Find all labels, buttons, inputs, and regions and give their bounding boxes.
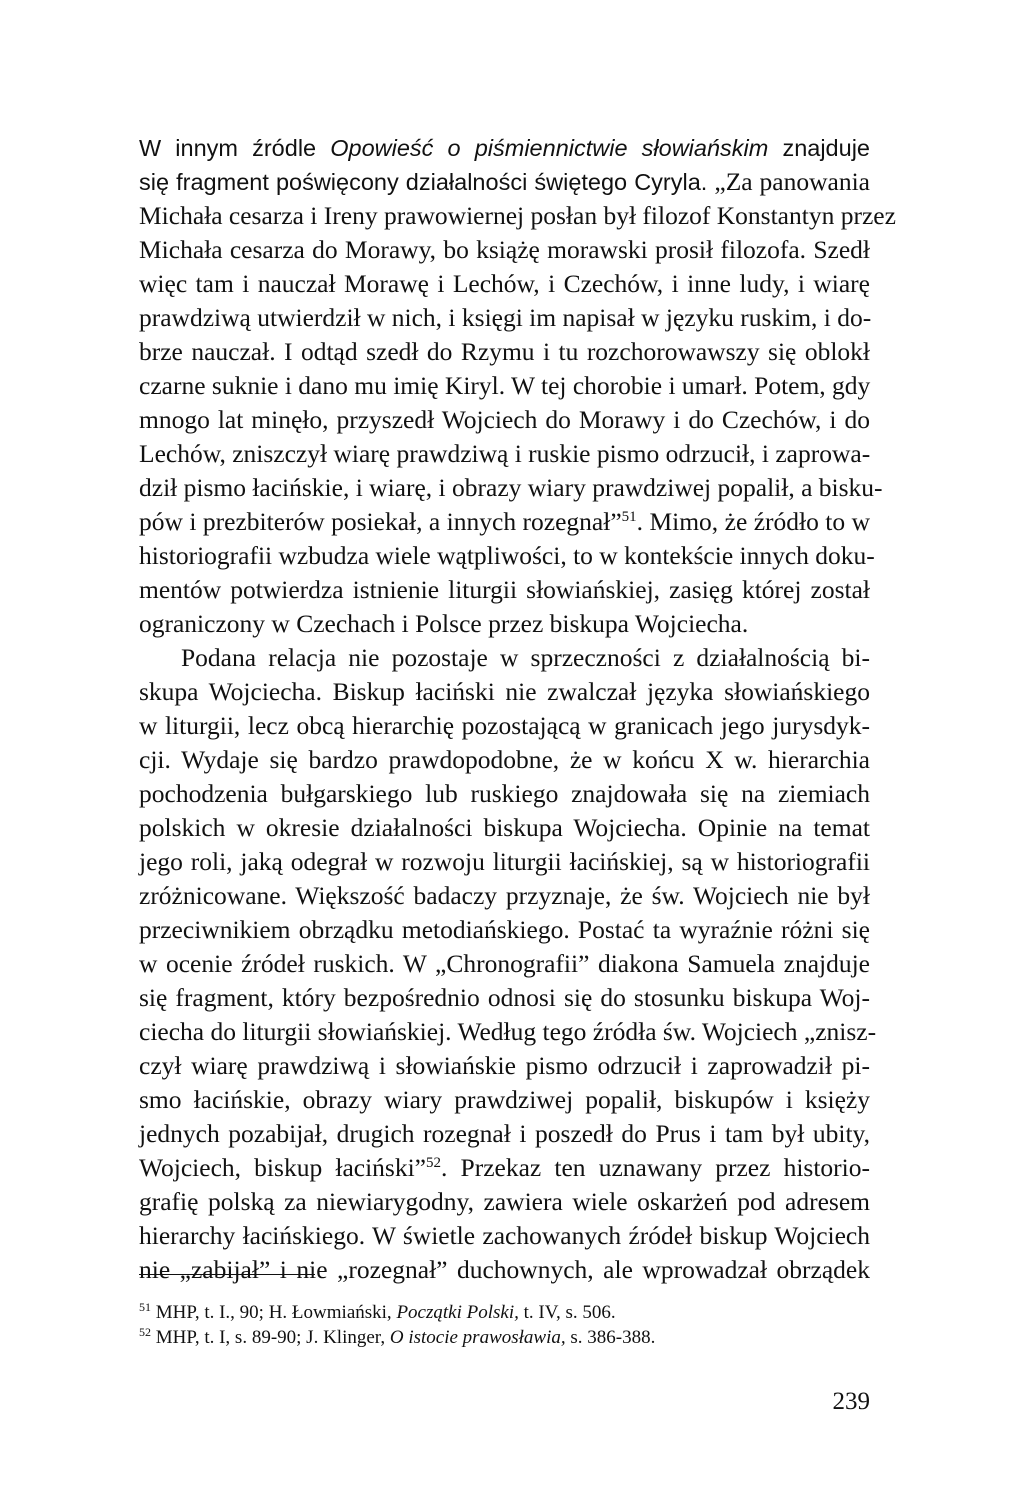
body-line: grafię polską za niewiarygodny, zawiera wiele oskarżeń pod adresem [139, 1187, 870, 1216]
body-line: w ocenie źródeł ruskich. W „Chronografii” diakona Samuela znajduje [139, 949, 870, 978]
body-line: ograniczony w Czechach i Polsce przez biskupa Wojciecha. [139, 609, 749, 638]
body-line: więc tam i nauczał Morawę i Lechów, i Czechów, i inne ludy, i wiarę [139, 269, 870, 298]
body-line: prawdziwą utwierdził w nich, i księgi im napisał w języku ruskim, i do- [139, 303, 872, 332]
body-text: Wojciech, biskup łaciński” [139, 1153, 426, 1182]
body-text: . Mimo, że źródło to w [636, 507, 871, 536]
italic-title: Opowieść o piśmiennictwie słowiańskim [330, 135, 769, 161]
body-line [139, 1153, 870, 1183]
body-line: jego roli, jaką odegrał w rozwoju liturgii łacińskiej, są w historiografii [139, 847, 870, 876]
body-line: skupa Wojciecha. Biskup łaciński nie zwalczał języka słowiańskiego [139, 677, 870, 706]
body-text: znajduje [768, 135, 870, 161]
body-line: nie „zabijał” i nie „rozegnał” duchownych, ale wprowadzał obrządek [139, 1255, 870, 1284]
body-line: Michała cesarza i Ireny prawowiernej posłan był filozof Konstantyn przez [139, 201, 896, 230]
body-line: jednych pozabijał, drugich rozegnał i poszedł do Prus i tam był ubity, [139, 1119, 870, 1148]
body-line: dził pismo łacińskie, i wiarę, i obrazy wiary prawdziwej popalił, a bisku- [139, 473, 883, 502]
footnote-ref-51: 51 [621, 509, 637, 525]
footnote-number: 52 [139, 1325, 151, 1339]
body-line: brze nauczał. I odtąd szedł do Rzymu i tu rozchorowawszy się oblokł [139, 337, 870, 366]
body-line: mnogo lat minęło, przyszedł Wojciech do Morawy i do Czechów, i do [139, 405, 870, 434]
body-line: polskich w okresie działalności biskupa Wojciecha. Opinie na temat [139, 813, 870, 842]
body-line: czarne suknie i dano mu imię Kiryl. W tej chorobie i umarł. Potem, gdy [139, 371, 871, 400]
body-text: „Za panowania [714, 167, 870, 196]
footnote-title: O istocie prawosławia, [389, 1327, 566, 1348]
footnote-text: t. IV, s. 506. [518, 1302, 616, 1323]
body-line: pochodzenia bułgarskiego lub ruskiego znajdowała się na ziemiach [139, 779, 870, 808]
body-line: smo łacińskie, obrazy wiary prawdziwej popalił, biskupów i księży [139, 1085, 870, 1114]
footnote-52 [139, 1326, 655, 1350]
body-line [139, 507, 870, 537]
page-number: 239 [832, 1388, 870, 1415]
body-text: pów i prezbiterów posiekał, a innych rozegnał” [139, 507, 622, 536]
body-line: Lechów, zniszczył wiarę prawdziwą i ruskie pismo odrzucił, i zaprowa- [139, 439, 871, 468]
body-line: Podana relacja nie pozostaje w sprzeczności z działalnością bi- [181, 643, 870, 672]
footnote-text: s. 386-388. [565, 1327, 656, 1348]
body-text: . Przekaz ten uznawany przez historio- [441, 1153, 871, 1182]
footnote-51 [139, 1301, 616, 1325]
body-line: hierarchy łacińskiego. W świetle zachowanych źródeł biskup Wojciech [139, 1221, 870, 1250]
footnote-ref-52: 52 [426, 1155, 441, 1171]
body-line [139, 167, 870, 197]
body-line [139, 133, 870, 163]
footnote-title: Początki Polski, [396, 1302, 519, 1323]
body-line: historiografii wzbudza wiele wątpliwości, to w kontekście innych doku- [139, 541, 875, 570]
body-line: ciecha do liturgii słowiańskiej. Według tego źródła św. Wojciech „znisz- [139, 1017, 877, 1046]
body-line: cji. Wydaje się bardzo prawdopodobne, że w końcu X w. hierarchia [139, 745, 870, 774]
body-text: się fragment poświęcony działalności świętego Cyryla. [139, 169, 715, 195]
body-line: w liturgii, lecz obcą hierarchię pozostającą w granicach jego jurysdyk- [139, 711, 870, 740]
body-line: Michała cesarza do Morawy, bo książę morawski prosił filozofa. Szedł [139, 235, 870, 264]
body-text: W innym źródle [139, 135, 331, 161]
footnote-separator [139, 1274, 315, 1275]
body-line: mentów potwierdza istnienie liturgii słowiańskiej, zasięg której został [139, 575, 870, 604]
body-line: przeciwnikiem obrządku metodiańskiego. Postać ta wyraźnie różni się [139, 915, 870, 944]
body-line: się fragment, który bezpośrednio odnosi się do stosunku biskupa Woj- [139, 983, 870, 1012]
body-line: czył wiarę prawdziwą i słowiańskie pismo odrzucił i zaprowadził pi- [139, 1051, 870, 1080]
body-line: zróżnicowane. Większość badaczy przyznaje, że św. Wojciech nie był [139, 881, 870, 910]
footnote-text: MHP, t. I., 90; H. Łowmiański, [151, 1302, 397, 1323]
footnote-number: 51 [139, 1300, 151, 1314]
footnote-text: MHP, t. I, s. 89-90; J. Klinger, [151, 1327, 390, 1348]
